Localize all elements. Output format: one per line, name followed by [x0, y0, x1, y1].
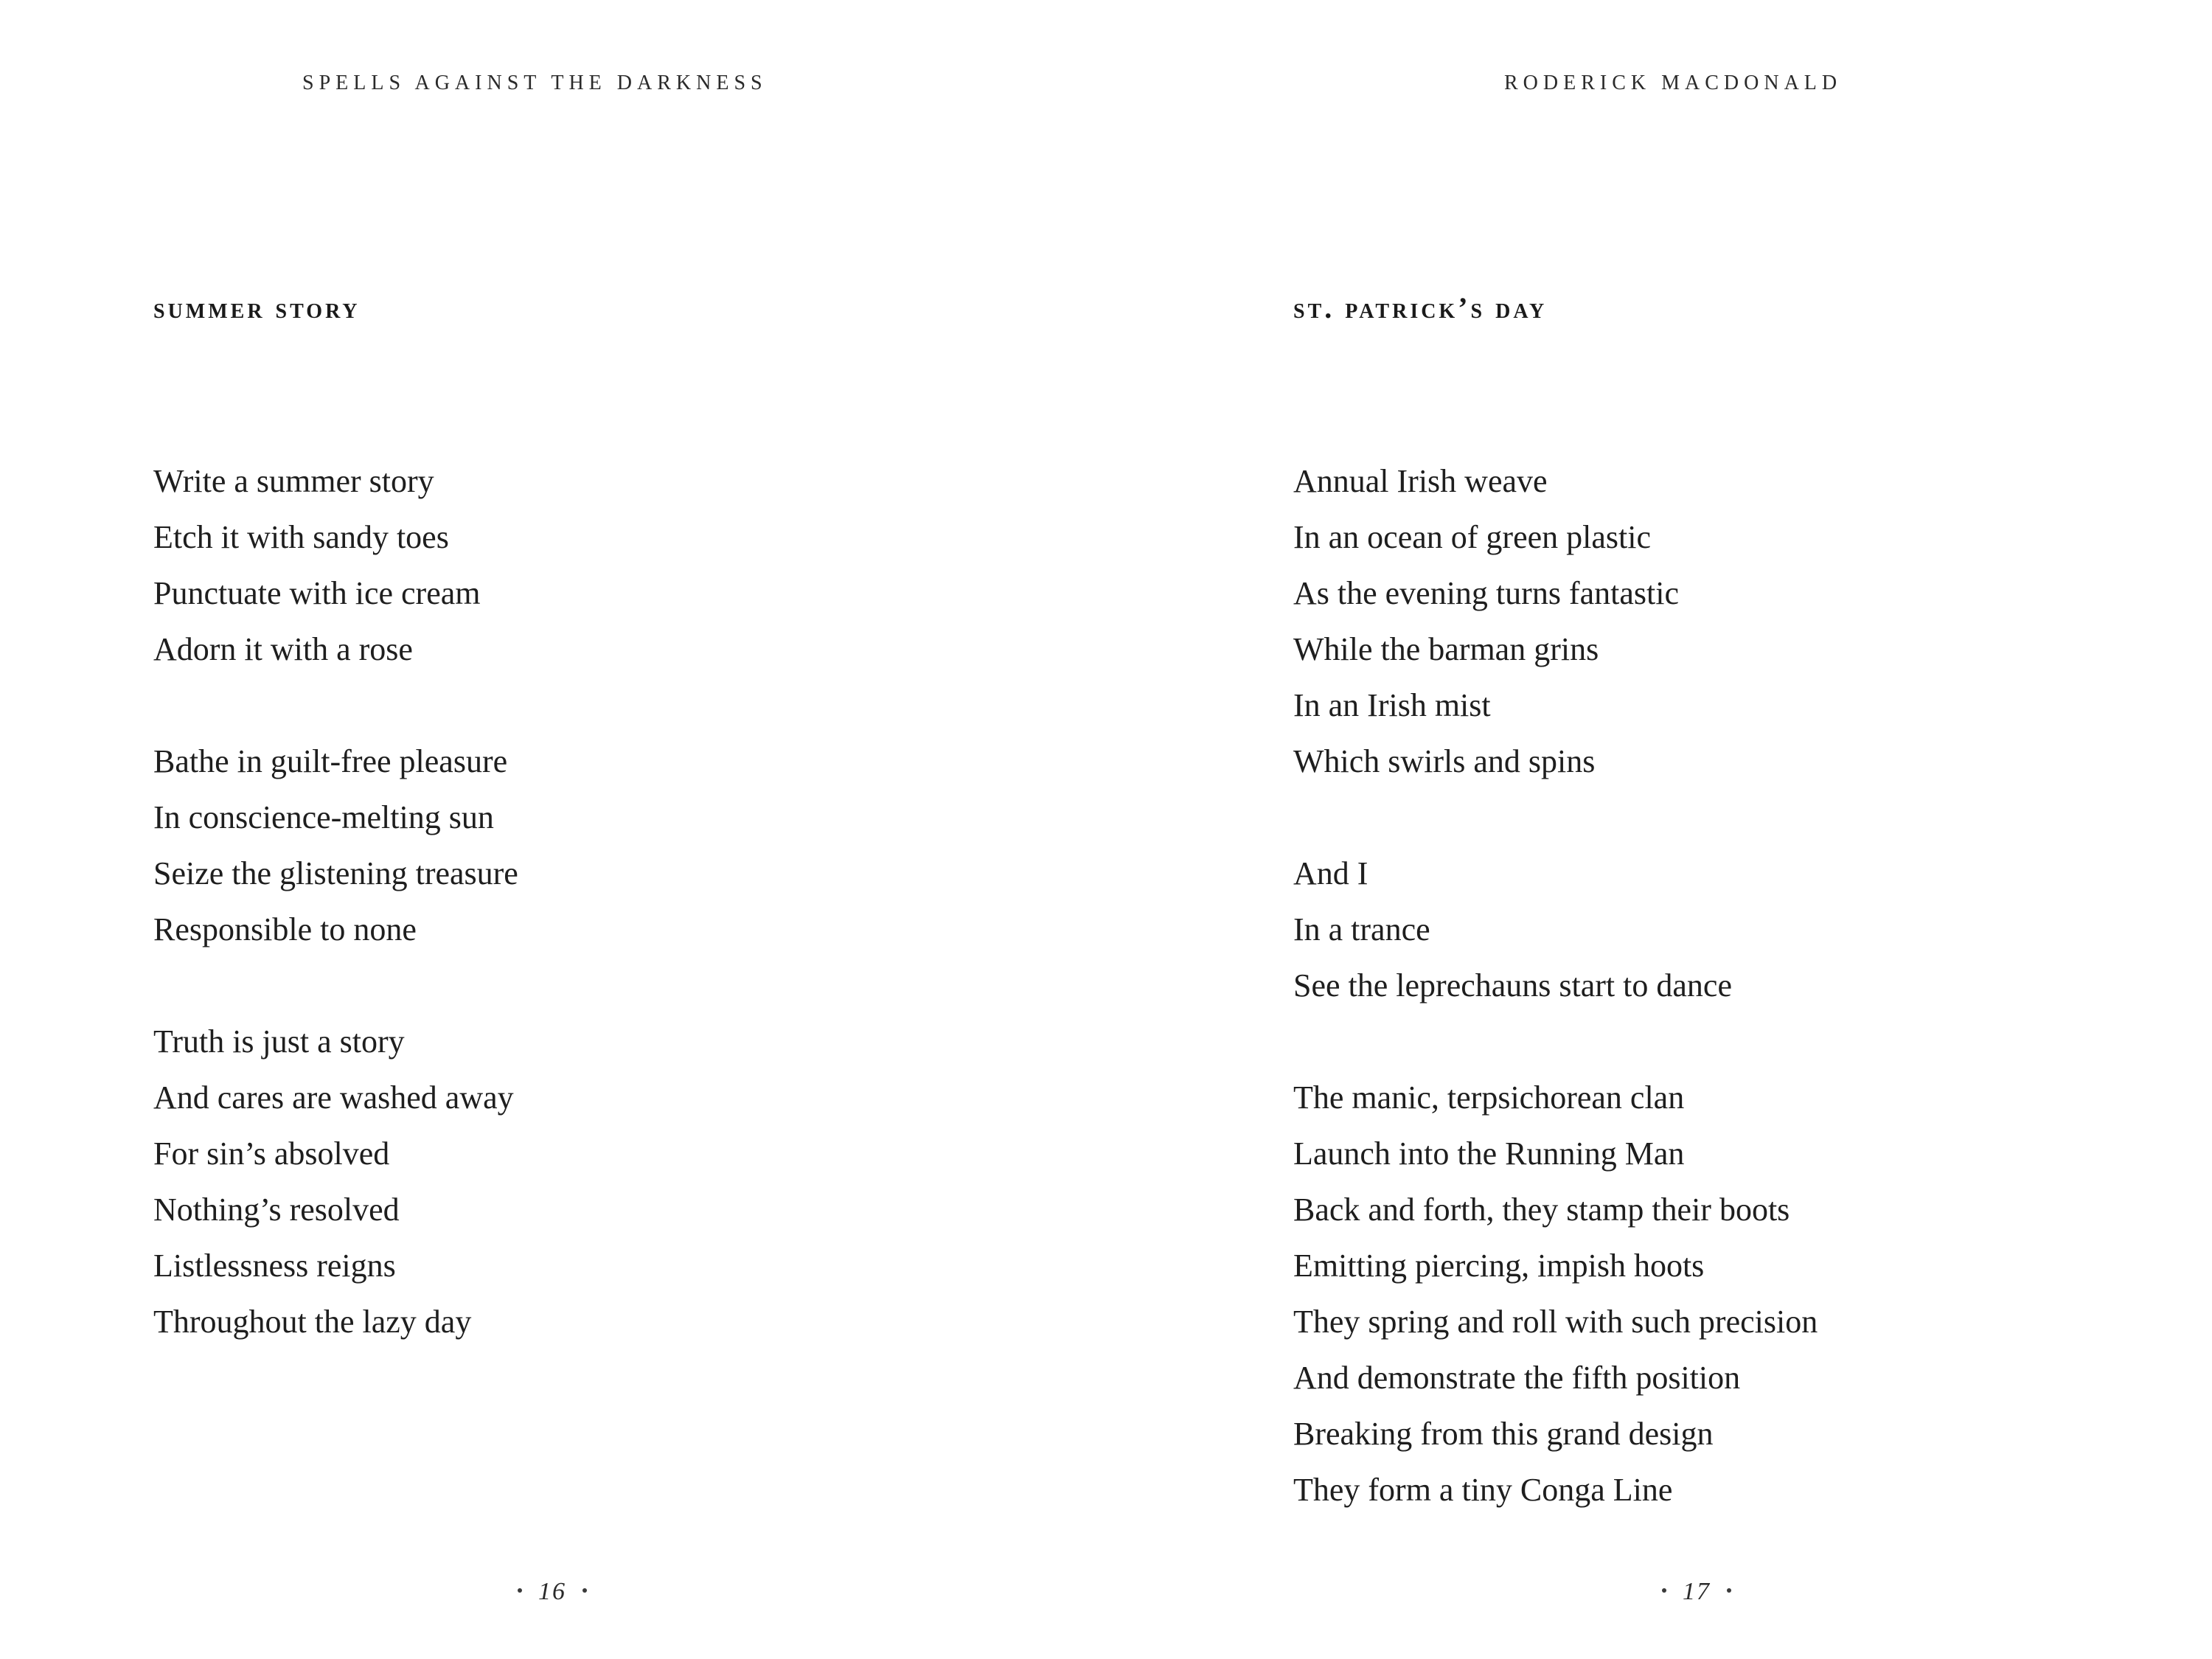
- poem-line: See the leprechauns start to dance: [1293, 967, 1732, 1004]
- poem-line: While the barman grins: [1293, 631, 1599, 667]
- stanza: [153, 1014, 518, 1350]
- poem-line: Adorn it with a rose: [153, 631, 413, 667]
- poem-line: Breaking from this grand design: [1293, 1416, 1714, 1452]
- poem-line: The manic, terpsichorean clan: [1293, 1079, 1685, 1116]
- poem-body-summer-story: [153, 453, 518, 1350]
- poem-title-summer-story: summer story: [153, 291, 361, 324]
- page-number-value: 17: [1683, 1578, 1711, 1605]
- page-number-value: 16: [538, 1578, 566, 1605]
- poem-line: In conscience-melting sun: [153, 799, 494, 835]
- poem-line: In a trance: [1293, 911, 1430, 947]
- poem-line: Responsible to none: [153, 911, 417, 947]
- folio-dot-icon: [582, 1588, 587, 1593]
- poem-line: They spring and roll with such precision: [1293, 1304, 1818, 1340]
- stanza: [1293, 453, 1818, 790]
- poem-body-st-patricks-day: [1293, 453, 1818, 1518]
- poem-title-st-patricks-day: st. patrick’s day: [1293, 291, 1548, 324]
- poem-line: As the evening turns fantastic: [1293, 575, 1679, 611]
- poem-line: For sin’s absolved: [153, 1135, 390, 1172]
- poem-line: Back and forth, they stamp their boots: [1293, 1192, 1790, 1228]
- poem-line: Truth is just a story: [153, 1023, 405, 1060]
- poem-line: And I: [1293, 855, 1368, 891]
- poem-line: Etch it with sandy toes: [153, 519, 449, 555]
- running-head-book-title: SPELLS AGAINST THE DARKNESS: [302, 72, 768, 94]
- page-number: [501, 1578, 603, 1606]
- poem-line: And demonstrate the fifth position: [1293, 1360, 1741, 1396]
- poem-line: In an Irish mist: [1293, 687, 1491, 723]
- poem-line: Seize the glistening treasure: [153, 855, 518, 891]
- stanza: [1293, 846, 1818, 1014]
- poem-line: Punctuate with ice cream: [153, 575, 481, 611]
- poem-line: Which swirls and spins: [1293, 743, 1596, 779]
- folio-dot-icon: [1662, 1588, 1666, 1593]
- poem-line: Annual Irish weave: [1293, 463, 1548, 499]
- page-number: [1646, 1578, 1747, 1606]
- poem-line: In an ocean of green plastic: [1293, 519, 1651, 555]
- poem-line: They form a tiny Conga Line: [1293, 1472, 1673, 1508]
- stanza: [1293, 1070, 1818, 1518]
- poem-line: Write a summer story: [153, 463, 434, 499]
- poem-line: Launch into the Running Man: [1293, 1135, 1685, 1172]
- stanza: [153, 734, 518, 958]
- running-head-author: RODERICK MACDONALD: [1504, 72, 1843, 94]
- folio-dot-icon: [1727, 1588, 1731, 1593]
- poem-line: Nothing’s resolved: [153, 1192, 400, 1228]
- poem-line: Throughout the lazy day: [153, 1304, 472, 1340]
- poem-line: Listlessness reigns: [153, 1248, 396, 1284]
- poem-line: Bathe in guilt-free pleasure: [153, 743, 508, 779]
- folio-dot-icon: [518, 1588, 522, 1593]
- poem-line: Emitting piercing, impish hoots: [1293, 1248, 1705, 1284]
- right-page: [1106, 0, 2212, 1659]
- poem-line: And cares are washed away: [153, 1079, 514, 1116]
- stanza: [153, 453, 518, 678]
